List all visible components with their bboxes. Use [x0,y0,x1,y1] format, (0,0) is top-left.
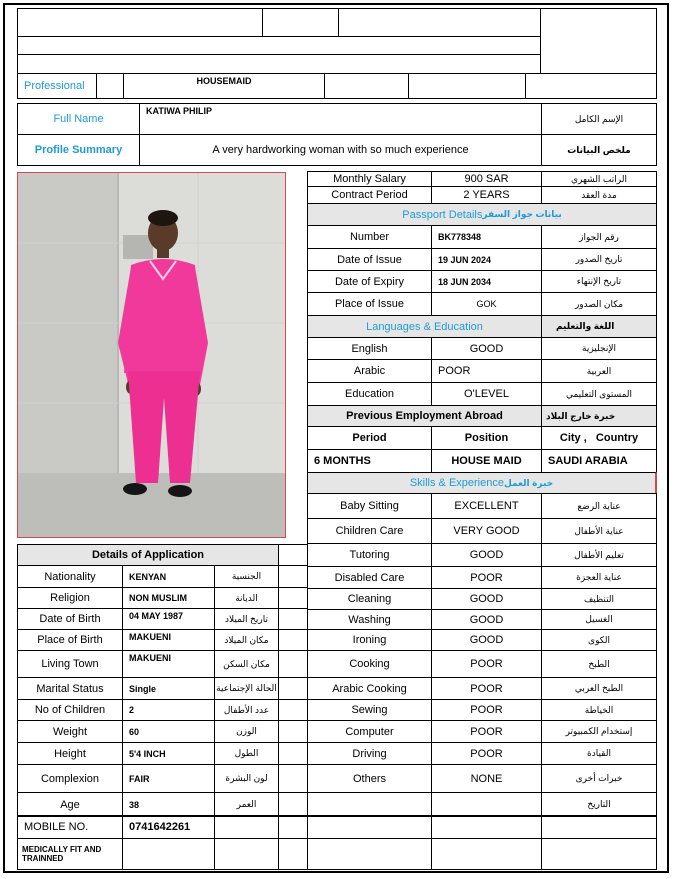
application-label: Date of Birth [17,608,123,630]
employment-period-value: 6 MONTHS [307,449,432,473]
profile-summary-value: A very hardworking woman with so much experience [139,134,542,166]
place-of-issue-label: Place of Issue [307,292,432,316]
skill-label: Cooking [307,650,432,678]
profile-summary-ar: ملخص البيانات [541,134,657,166]
application-label: Nationality [17,565,123,588]
issue-date-ar: تاريخ الصدور [541,248,657,271]
skills-section-header [307,472,657,494]
blank-cell [278,792,308,817]
languages-title-ar: اللغة والتعليم [541,315,657,338]
blank-cell [262,8,339,37]
blank-cell [122,838,215,870]
professional-label: Professional [17,73,97,99]
skill-ar: خبرات أخرى [541,764,657,793]
application-value: MAKUENI [122,629,215,651]
blank-cell [307,838,432,870]
blank-cell [214,838,279,870]
mobile-label: MOBILE NO. [17,815,123,839]
skill-value: POOR [431,720,542,743]
skill-ar: الطبخ [541,650,657,678]
medical-line2: TRAINNED [22,854,64,863]
application-label: Marital Status [17,677,123,700]
blank-cell [278,608,308,630]
education-label: Education [307,382,432,406]
application-label: Living Town [17,650,123,678]
skill-label: Arabic Cooking [307,677,432,700]
employment-title: Previous Employment Abroad [307,405,542,427]
salary-value: 900 SAR [431,171,542,187]
salary-label: Monthly Salary [307,171,432,187]
skill-label [307,792,432,817]
application-label: Height [17,742,123,765]
blank-cell [278,544,308,566]
application-ar: لون البشرة [214,764,279,793]
application-ar: عدد الأطفال [214,699,279,721]
skill-value: POOR [431,742,542,765]
application-label: Religion [17,587,123,609]
english-value: GOOD [431,337,542,360]
expiry-date-value: 18 JUN 2034 [431,270,542,293]
application-ar: الحالة الإجتماعية [214,677,279,700]
employment-period-header: Period [307,426,432,450]
mobile-value: 0741642261 [122,815,215,839]
blank-cell [324,73,409,99]
full-name-label: Full Name [17,103,140,135]
application-ar: الديانة [214,587,279,609]
skills-title-ar: خبرة العمل [503,477,554,488]
application-value: MAKUENI [122,650,215,678]
skill-ar: الغسيل [541,609,657,630]
blank-cell [278,629,308,651]
blank-cell [214,815,279,839]
application-value: 04 MAY 1987 [122,608,215,630]
skill-value: VERY GOOD [431,518,542,544]
application-label: Weight [17,720,123,743]
skill-value: POOR [431,677,542,700]
skill-ar: تعليم الأطفال [541,543,657,567]
arabic-label: Arabic [307,359,432,383]
application-value: 5'4 INCH [122,742,215,765]
skill-label: Others [307,764,432,793]
expiry-date-label: Date of Expiry [307,270,432,293]
education-value: O'LEVEL [431,382,542,406]
application-value: NON MUSLIM [122,587,215,609]
salary-ar: الراتب الشهري [541,171,657,187]
application-ar: الطول [214,742,279,765]
application-ar: العمر [214,792,279,817]
blank-cell [525,73,657,99]
application-label: Place of Birth [17,629,123,651]
skill-label: Baby Sitting [307,493,432,519]
application-value: Single [122,677,215,700]
application-value: FAIR [122,764,215,793]
position-value: HOUSEMAID [123,73,325,99]
contract-period-value: 2 YEARS [431,186,542,204]
full-name-value: KATIWA PHILIP [139,103,542,135]
english-ar: الإنجليزية [541,337,657,360]
issue-date-value: 19 JUN 2024 [431,248,542,271]
skill-label: Washing [307,609,432,630]
application-label: No of Children [17,699,123,721]
skill-value: POOR [431,650,542,678]
skill-value: POOR [431,566,542,589]
employment-position-value: HOUSE MAID [431,449,542,473]
blank-cell [17,54,541,74]
blank-cell [278,742,308,765]
place-of-issue-value: GOK [431,292,542,316]
employment-location-value: SAUDI ARABIA [541,449,657,473]
application-ar: تاريخ الميلاد [214,608,279,630]
arabic-value: POOR [431,359,542,383]
blank-cell [278,677,308,700]
skill-value [431,792,542,817]
application-ar: مكان الميلاد [214,629,279,651]
blank-cell [96,73,124,99]
candidate-photo [17,172,286,538]
arabic-ar: العربية [541,359,657,383]
application-value: 2 [122,699,215,721]
employment-location-header: City , Country [541,426,657,450]
skill-value: NONE [431,764,542,793]
application-value: 38 [122,792,215,817]
skill-ar: الخياطة [541,699,657,721]
application-title: Details of Application [17,544,279,566]
blank-cell [278,764,308,793]
blank-cell [408,73,526,99]
skill-ar: الكوى [541,629,657,651]
blank-cell [541,815,657,839]
employment-title-ar: خبرة خارج البلاد [541,405,657,427]
blank-cell [431,815,542,839]
application-value: KENYAN [122,565,215,588]
blank-cell [431,838,542,870]
application-ar: مكان السكن [214,650,279,678]
blank-cell [278,650,308,678]
skill-ar: التاريخ [541,792,657,817]
blank-cell [278,815,308,839]
skill-value: EXCELLENT [431,493,542,519]
medical-line1: MEDICALLY FIT AND [22,845,102,854]
passport-section-header [307,203,657,226]
application-ar: الوزن [214,720,279,743]
application-label: Complexion [17,764,123,793]
application-ar: الجنسية [214,565,279,588]
skill-value: POOR [431,699,542,721]
education-ar: المستوى التعليمي [541,382,657,406]
passport-number-value: BK778348 [431,225,542,249]
blank-cell [338,8,541,37]
skill-label: Tutoring [307,543,432,567]
skill-label: Driving [307,742,432,765]
passport-title: Passport Details [402,208,483,221]
passport-number-label: Number [307,225,432,249]
skill-ar: عناية الأطفال [541,518,657,544]
skill-label: Computer [307,720,432,743]
blank-cell [278,720,308,743]
passport-title-ar: بيانات جواز السفر [482,209,562,219]
skill-ar: القيادة [541,742,657,765]
skill-value: GOOD [431,543,542,567]
contract-period-ar: مدة العقد [541,186,657,204]
skill-value: GOOD [431,609,542,630]
languages-title-text: Languages & Education [366,320,483,333]
blank-cell [278,699,308,721]
blank-cell [17,8,263,37]
blank-cell [278,565,308,588]
skill-label: Children Care [307,518,432,544]
application-label: Age [17,792,123,817]
skill-label: Disabled Care [307,566,432,589]
full-name-ar: الإسم الكامل [541,103,657,135]
skill-ar: إستخدام الكمبيوتر [541,720,657,743]
place-of-issue-ar: مكان الصدور [541,292,657,316]
skill-ar: التنظيف [541,588,657,610]
application-value: 60 [122,720,215,743]
blank-cell [17,36,541,55]
employment-position-header: Position [431,426,542,450]
languages-title [307,315,542,338]
profile-summary-label: Profile Summary [17,134,140,166]
passport-number-ar: رقم الجواز [541,225,657,249]
skill-ar: عناية الرضع [541,493,657,519]
skill-ar: الطبخ العربي [541,677,657,700]
skill-label: Sewing [307,699,432,721]
expiry-date-ar: تاريخ الإنتهاء [541,270,657,293]
blank-cell [540,8,657,74]
blank-cell [278,587,308,609]
blank-cell [307,815,432,839]
english-label: English [307,337,432,360]
skills-title: Skills & Experience [409,477,504,489]
skill-label: Ironing [307,629,432,651]
issue-date-label: Date of Issue [307,248,432,271]
medical-cell [17,838,123,870]
skill-ar: عناية العجزة [541,566,657,589]
skill-value: GOOD [431,588,542,610]
contract-period-label: Contract Period [307,186,432,204]
blank-cell [541,838,657,870]
skill-label: Cleaning [307,588,432,610]
skill-value: GOOD [431,629,542,651]
blank-cell [278,838,308,870]
